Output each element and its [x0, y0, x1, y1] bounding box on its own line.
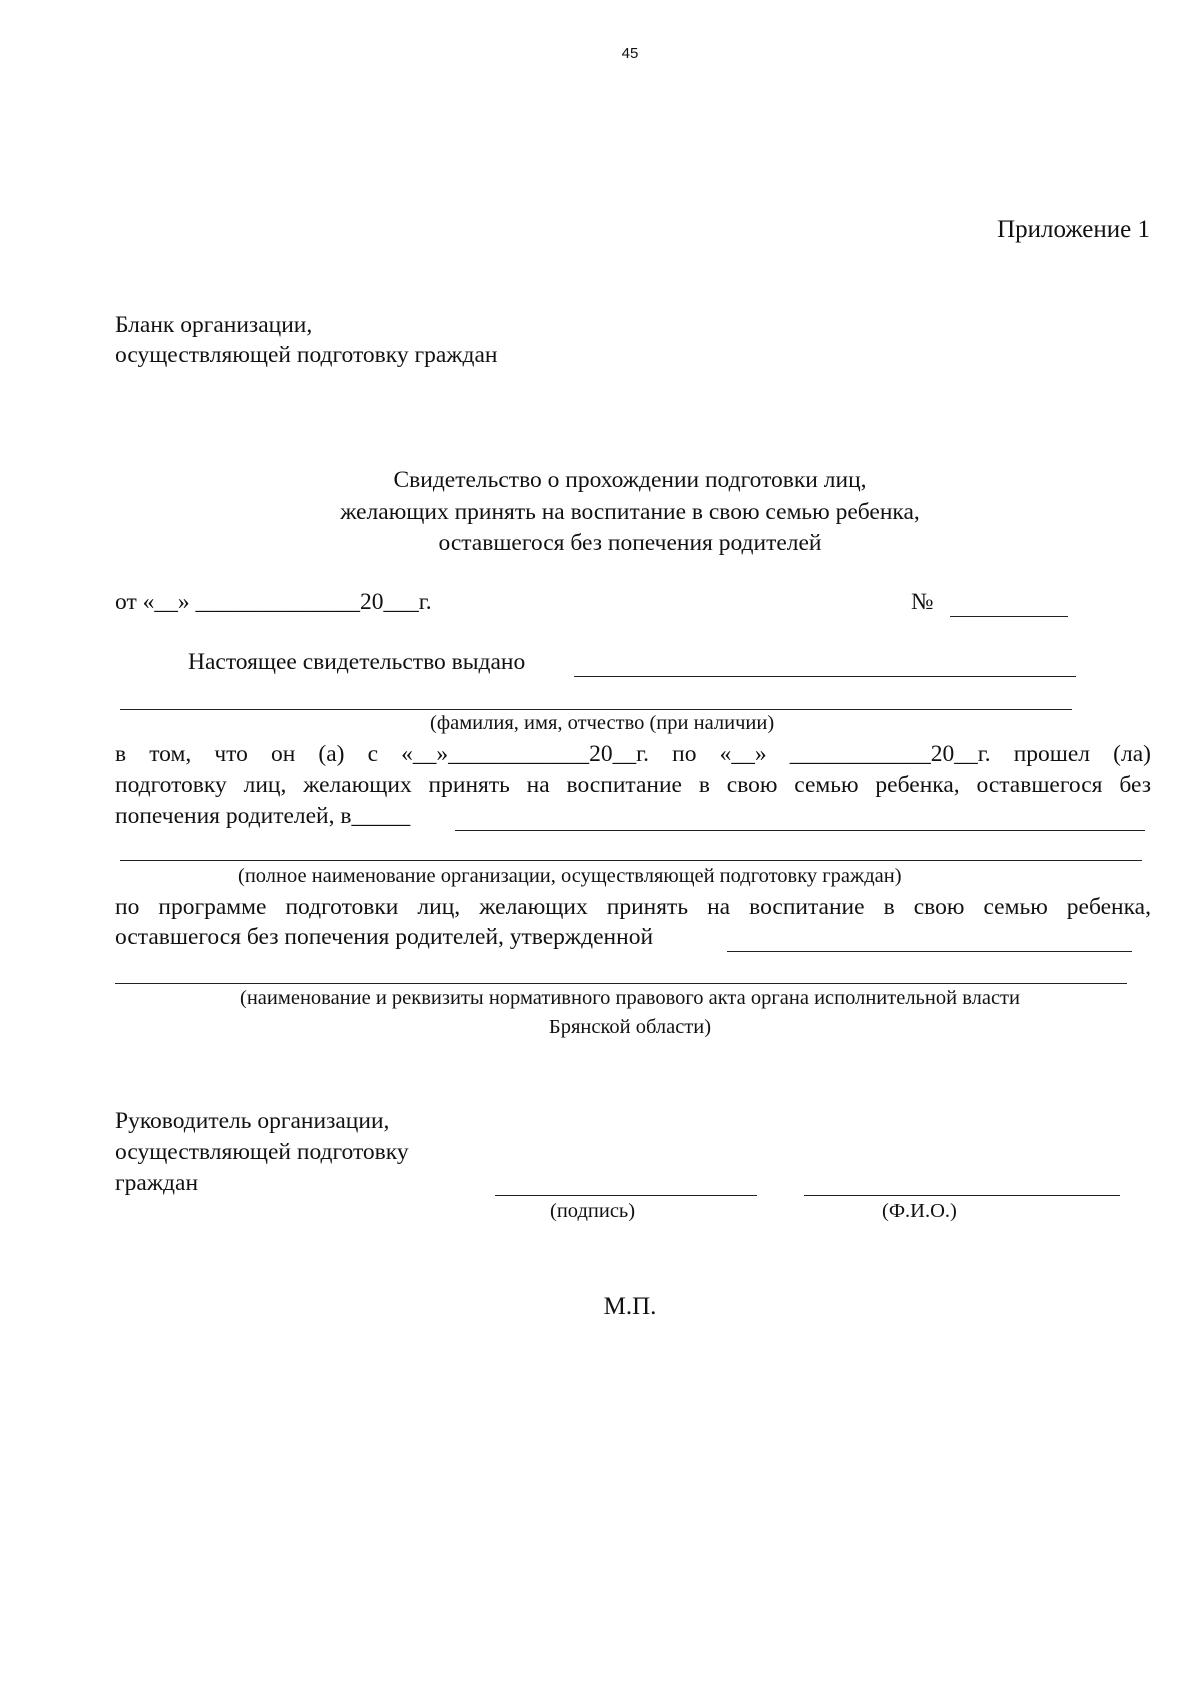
organization-blank-line [455, 830, 1145, 831]
program-line [115, 896, 1151, 920]
letterhead-line-1: Бланк организации, [115, 312, 313, 338]
approved-label: оставшегося без попечения родителей, утвержденной [115, 924, 654, 950]
approved-blank-line [727, 951, 1132, 952]
issued-to-label: Настоящее свидетельство выдано [188, 649, 526, 675]
period-end-date: ____________20__г. [789, 741, 991, 767]
signature-caption: (подпись) [550, 1200, 636, 1222]
period-word: «__» [719, 741, 767, 767]
period-word: (ла) [1113, 741, 1151, 767]
document-title-line-3: оставшегося без попечения родителей [438, 530, 822, 556]
period-line [115, 743, 1151, 767]
period-word: прошел [1013, 741, 1091, 767]
period-word: в [115, 741, 127, 767]
appendix-label: Приложение 1 [997, 216, 1150, 243]
organization-blank-line-2 [120, 860, 1142, 861]
signature-blank-line [495, 1195, 757, 1196]
fio-blank-line [804, 1195, 1120, 1196]
fio-caption: (Ф.И.О.) [882, 1200, 957, 1222]
number-label: № [911, 589, 934, 615]
period-word: он [270, 741, 296, 767]
legal-act-caption-line-2: Брянской области) [548, 1016, 712, 1038]
full-name-blank-line [120, 709, 1072, 710]
letterhead-line-2: осуществляющей подготовку граждан [115, 342, 498, 368]
program-text: по программе подготовки лиц, желающих принять на воспитание в свою семью ребенка, [115, 894, 1151, 920]
document-title-line-2: желающих принять на воспитание в свою семью ребенка, [340, 499, 920, 525]
date-field: от «__» ______________20___г. [115, 589, 432, 615]
head-title-line-3: граждан [115, 1170, 199, 1196]
head-title-line-2: осуществляющей подготовку [115, 1139, 409, 1165]
period-word: с [367, 741, 379, 767]
period-word: том, [149, 741, 192, 767]
period-word: (а) [318, 741, 345, 767]
number-blank-line [950, 616, 1068, 617]
period-start-date: «__»____________20__г. [401, 741, 650, 767]
period-word: по [672, 741, 697, 767]
stamp-place-label: М.П. [603, 1293, 657, 1320]
legal-act-blank-line [115, 983, 1127, 984]
document-title-line-1: Свидетельство о прохождении подготовки лиц, [393, 467, 867, 493]
issued-to-blank-line [574, 676, 1076, 677]
care-line: попечения родителей, в_____ [115, 803, 411, 829]
head-title-line-1: Руководитель организации, [115, 1108, 390, 1134]
organization-caption: (полное наименование организации, осуществляющей подготовку граждан) [238, 865, 902, 887]
period-word: что [214, 741, 248, 767]
full-name-caption: (фамилия, имя, отчество (при наличии) [430, 712, 775, 734]
page-number: 45 [621, 45, 639, 62]
training-text: подготовку лиц, желающих принять на воспитание в свою семью ребенка, оставшегося без [115, 772, 1151, 798]
training-line [115, 774, 1151, 798]
legal-act-caption-line-1: (наименование и реквизиты нормативного правового акта органа исполнительной власти [240, 987, 1020, 1009]
